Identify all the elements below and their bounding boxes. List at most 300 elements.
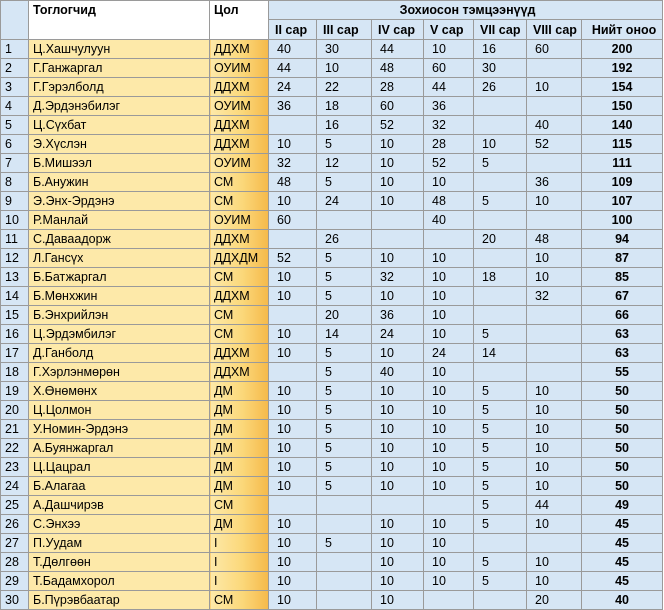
round-score: 30 [474, 59, 527, 78]
player-name: Б.Алагаа [29, 477, 210, 496]
player-name: Ц.Эрдэмбилэг [29, 325, 210, 344]
round-score [474, 591, 527, 610]
header-competitions: Зохиосон тэмцээнүүд [269, 1, 663, 20]
round-score: 5 [474, 572, 527, 591]
row-number: 20 [1, 401, 29, 420]
round-score: 10 [527, 268, 582, 287]
table-row [1, 325, 663, 344]
round-score: 44 [527, 496, 582, 515]
total-score: 45 [582, 553, 663, 572]
player-name: Э.Энх-Эрдэнэ [29, 192, 210, 211]
round-score: 10 [527, 477, 582, 496]
round-score: 52 [372, 116, 424, 135]
round-score: 14 [474, 344, 527, 363]
player-name: Б.Мишээл [29, 154, 210, 173]
table-row [1, 287, 663, 306]
row-number: 11 [1, 230, 29, 249]
round-score: 60 [527, 40, 582, 59]
round-score: 5 [474, 496, 527, 515]
player-rank: СМ [210, 306, 269, 325]
total-score: 45 [582, 534, 663, 553]
row-number: 3 [1, 78, 29, 97]
player-name: Г.Хэрлэнмөрөн [29, 363, 210, 382]
round-score [474, 287, 527, 306]
table-row [1, 591, 663, 610]
round-score: 40 [269, 40, 317, 59]
round-score: 48 [424, 192, 474, 211]
player-name: Ц.Сүхбат [29, 116, 210, 135]
round-score [317, 591, 372, 610]
round-score [527, 97, 582, 116]
table-row [1, 78, 663, 97]
round-score: 5 [474, 325, 527, 344]
round-score: 60 [424, 59, 474, 78]
player-name: А.Буянжаргал [29, 439, 210, 458]
row-number: 9 [1, 192, 29, 211]
round-score: 10 [527, 553, 582, 572]
round-score [474, 534, 527, 553]
header-round: V сар [424, 20, 474, 40]
player-name: А.Дашчирэв [29, 496, 210, 515]
total-score: 115 [582, 135, 663, 154]
round-score: 28 [424, 135, 474, 154]
round-score: 14 [317, 325, 372, 344]
player-rank: СМ [210, 268, 269, 287]
player-name: Д.Эрдэнэбилэг [29, 97, 210, 116]
table-row [1, 97, 663, 116]
row-number: 24 [1, 477, 29, 496]
total-score: 50 [582, 439, 663, 458]
total-score: 45 [582, 572, 663, 591]
total-score: 154 [582, 78, 663, 97]
total-score: 107 [582, 192, 663, 211]
total-score: 45 [582, 515, 663, 534]
round-score: 5 [317, 135, 372, 154]
round-score [474, 173, 527, 192]
table-row [1, 496, 663, 515]
row-number: 23 [1, 458, 29, 477]
round-score: 5 [317, 439, 372, 458]
round-score: 60 [372, 97, 424, 116]
round-score: 36 [527, 173, 582, 192]
round-score: 10 [527, 572, 582, 591]
round-score: 32 [527, 287, 582, 306]
row-number: 28 [1, 553, 29, 572]
player-name: С.Даваадорж [29, 230, 210, 249]
round-score [269, 496, 317, 515]
round-score: 5 [474, 458, 527, 477]
round-score: 5 [317, 344, 372, 363]
total-score: 100 [582, 211, 663, 230]
round-score [269, 230, 317, 249]
row-number: 1 [1, 40, 29, 59]
table-row [1, 249, 663, 268]
round-score: 28 [372, 78, 424, 97]
round-score: 32 [424, 116, 474, 135]
table-row [1, 344, 663, 363]
player-rank: СМ [210, 173, 269, 192]
round-score: 10 [474, 135, 527, 154]
row-number: 12 [1, 249, 29, 268]
row-number: 7 [1, 154, 29, 173]
table-row [1, 382, 663, 401]
row-number: 18 [1, 363, 29, 382]
round-score [474, 306, 527, 325]
player-rank: ОУИМ [210, 59, 269, 78]
round-score: 5 [317, 173, 372, 192]
player-rank: ДДХМ [210, 344, 269, 363]
round-score: 10 [372, 249, 424, 268]
total-score: 50 [582, 401, 663, 420]
player-rank: ОУИМ [210, 97, 269, 116]
player-rank: ДДХМ [210, 135, 269, 154]
player-rank: ДМ [210, 477, 269, 496]
round-score: 10 [424, 534, 474, 553]
round-score: 10 [372, 135, 424, 154]
total-score: 63 [582, 344, 663, 363]
round-score: 10 [269, 192, 317, 211]
total-score: 50 [582, 477, 663, 496]
round-score: 10 [269, 458, 317, 477]
round-score [269, 363, 317, 382]
round-score: 5 [317, 382, 372, 401]
round-score: 10 [424, 420, 474, 439]
round-score: 24 [317, 192, 372, 211]
player-name: Б.Мөнхжин [29, 287, 210, 306]
round-score: 30 [317, 40, 372, 59]
header-number [1, 1, 29, 40]
round-score: 10 [372, 344, 424, 363]
round-score: 10 [424, 477, 474, 496]
row-number: 22 [1, 439, 29, 458]
header-round: III сар [317, 20, 372, 40]
round-score: 5 [317, 458, 372, 477]
player-name: Т.Бадамхорол [29, 572, 210, 591]
round-score: 5 [317, 534, 372, 553]
round-score: 10 [372, 382, 424, 401]
round-score: 10 [424, 40, 474, 59]
total-score: 109 [582, 173, 663, 192]
round-score: 10 [269, 572, 317, 591]
round-score [527, 325, 582, 344]
player-name: Т.Дөлгөөн [29, 553, 210, 572]
round-score: 5 [474, 192, 527, 211]
player-rank: I [210, 553, 269, 572]
total-score: 50 [582, 382, 663, 401]
player-name: Г.Гэрэлболд [29, 78, 210, 97]
table-row [1, 116, 663, 135]
round-score: 10 [269, 439, 317, 458]
round-score: 10 [269, 420, 317, 439]
table-row [1, 420, 663, 439]
round-score: 24 [269, 78, 317, 97]
round-score: 36 [372, 306, 424, 325]
total-score: 50 [582, 420, 663, 439]
round-score: 10 [527, 249, 582, 268]
round-score: 10 [424, 439, 474, 458]
player-name: Б.Пүрэвбаатар [29, 591, 210, 610]
round-score: 24 [424, 344, 474, 363]
player-rank: ОУИМ [210, 211, 269, 230]
header-row [1, 1, 663, 20]
round-score: 10 [372, 515, 424, 534]
row-number: 14 [1, 287, 29, 306]
player-rank: ДМ [210, 401, 269, 420]
round-score: 16 [474, 40, 527, 59]
round-score: 10 [527, 382, 582, 401]
round-score [474, 97, 527, 116]
round-score: 10 [424, 363, 474, 382]
player-name: П.Уудам [29, 534, 210, 553]
round-score: 5 [317, 477, 372, 496]
player-rank: ДДХМ [210, 287, 269, 306]
total-score: 67 [582, 287, 663, 306]
round-score: 20 [317, 306, 372, 325]
round-score [317, 515, 372, 534]
round-score: 5 [474, 401, 527, 420]
player-rank: I [210, 572, 269, 591]
row-number: 27 [1, 534, 29, 553]
round-score [372, 211, 424, 230]
row-number: 6 [1, 135, 29, 154]
player-rank: ОУИМ [210, 154, 269, 173]
round-score: 16 [317, 116, 372, 135]
round-score: 10 [424, 401, 474, 420]
row-number: 16 [1, 325, 29, 344]
table-row [1, 59, 663, 78]
round-score: 10 [372, 553, 424, 572]
row-number: 30 [1, 591, 29, 610]
table-row [1, 401, 663, 420]
row-number: 29 [1, 572, 29, 591]
player-rank: ДДХМ [210, 116, 269, 135]
round-score: 40 [527, 116, 582, 135]
round-score: 10 [527, 401, 582, 420]
round-score: 5 [317, 249, 372, 268]
round-score: 10 [269, 477, 317, 496]
header-player: Тоглогчид [29, 1, 210, 40]
round-score: 10 [424, 382, 474, 401]
round-score: 10 [269, 135, 317, 154]
row-number: 13 [1, 268, 29, 287]
round-score: 5 [474, 439, 527, 458]
table-row [1, 572, 663, 591]
round-score: 10 [527, 515, 582, 534]
round-score: 10 [424, 572, 474, 591]
round-score: 52 [269, 249, 317, 268]
round-score: 10 [372, 173, 424, 192]
player-name: Х.Өнөмөнх [29, 382, 210, 401]
round-score: 10 [424, 306, 474, 325]
total-score: 200 [582, 40, 663, 59]
round-score: 40 [372, 363, 424, 382]
table-row [1, 192, 663, 211]
player-name: Ц.Хашчулуун [29, 40, 210, 59]
round-score: 40 [424, 211, 474, 230]
round-score: 10 [424, 515, 474, 534]
round-score: 5 [317, 401, 372, 420]
round-score: 44 [269, 59, 317, 78]
table-row [1, 135, 663, 154]
total-score: 85 [582, 268, 663, 287]
total-score: 49 [582, 496, 663, 515]
round-score: 20 [474, 230, 527, 249]
round-score [474, 116, 527, 135]
header-round: VIII сар [527, 20, 582, 40]
table-row [1, 40, 663, 59]
round-score: 5 [474, 553, 527, 572]
row-number: 15 [1, 306, 29, 325]
round-score [527, 59, 582, 78]
table-row [1, 268, 663, 287]
round-score: 10 [269, 553, 317, 572]
round-score [269, 306, 317, 325]
round-score [424, 496, 474, 515]
round-score: 5 [474, 420, 527, 439]
header-round: II сар [269, 20, 317, 40]
round-score: 20 [527, 591, 582, 610]
round-score: 18 [474, 268, 527, 287]
round-score: 10 [424, 287, 474, 306]
player-name: Г.Ганжаргал [29, 59, 210, 78]
total-score: 55 [582, 363, 663, 382]
table-row [1, 515, 663, 534]
player-name: Ц.Цолмон [29, 401, 210, 420]
round-score: 26 [474, 78, 527, 97]
round-score: 10 [372, 591, 424, 610]
table-row [1, 306, 663, 325]
total-score: 192 [582, 59, 663, 78]
player-rank: ДДХДМ [210, 249, 269, 268]
round-score: 32 [372, 268, 424, 287]
row-number: 10 [1, 211, 29, 230]
player-rank: ДДХМ [210, 40, 269, 59]
round-score: 52 [527, 135, 582, 154]
round-score: 10 [527, 420, 582, 439]
round-score: 5 [317, 268, 372, 287]
round-score: 10 [424, 553, 474, 572]
round-score: 10 [527, 439, 582, 458]
round-score: 12 [317, 154, 372, 173]
round-score: 10 [424, 325, 474, 344]
total-score: 66 [582, 306, 663, 325]
total-score: 140 [582, 116, 663, 135]
header-round: IV сар [372, 20, 424, 40]
round-score [527, 306, 582, 325]
round-score: 10 [269, 515, 317, 534]
round-score: 10 [269, 534, 317, 553]
round-score: 10 [527, 458, 582, 477]
round-score: 10 [372, 477, 424, 496]
round-score [317, 496, 372, 515]
round-score: 10 [269, 344, 317, 363]
total-score: 111 [582, 154, 663, 173]
row-number: 25 [1, 496, 29, 515]
round-score: 36 [269, 97, 317, 116]
round-score [474, 363, 527, 382]
round-score: 10 [372, 439, 424, 458]
round-score [269, 116, 317, 135]
round-score: 10 [269, 287, 317, 306]
round-score: 44 [424, 78, 474, 97]
round-score: 10 [424, 268, 474, 287]
round-score [372, 230, 424, 249]
player-name: Д.Ганболд [29, 344, 210, 363]
row-number: 2 [1, 59, 29, 78]
table-body [1, 40, 663, 610]
total-score: 50 [582, 458, 663, 477]
player-name: У.Номин-Эрдэнэ [29, 420, 210, 439]
player-rank: СМ [210, 325, 269, 344]
total-score: 40 [582, 591, 663, 610]
table-row [1, 458, 663, 477]
player-name: С.Энхээ [29, 515, 210, 534]
round-score: 10 [424, 173, 474, 192]
row-number: 19 [1, 382, 29, 401]
round-score: 60 [269, 211, 317, 230]
total-score: 87 [582, 249, 663, 268]
round-score: 10 [372, 420, 424, 439]
round-score: 5 [317, 363, 372, 382]
row-number: 17 [1, 344, 29, 363]
round-score: 10 [527, 78, 582, 97]
player-rank: ДМ [210, 420, 269, 439]
player-name: Ц.Цацрал [29, 458, 210, 477]
round-score: 5 [317, 287, 372, 306]
round-score: 10 [317, 59, 372, 78]
round-score: 10 [424, 249, 474, 268]
total-score: 94 [582, 230, 663, 249]
round-score: 10 [372, 572, 424, 591]
round-score [527, 211, 582, 230]
player-rank: ДДХМ [210, 78, 269, 97]
round-score [424, 230, 474, 249]
round-score: 5 [474, 477, 527, 496]
round-score: 52 [424, 154, 474, 173]
round-score: 10 [372, 287, 424, 306]
round-score: 10 [269, 325, 317, 344]
round-score: 26 [317, 230, 372, 249]
player-rank: ДМ [210, 458, 269, 477]
total-score: 150 [582, 97, 663, 116]
round-score: 5 [474, 382, 527, 401]
round-score: 5 [317, 420, 372, 439]
player-rank: ДМ [210, 439, 269, 458]
round-score [527, 154, 582, 173]
round-score: 22 [317, 78, 372, 97]
round-score: 32 [269, 154, 317, 173]
round-score: 44 [372, 40, 424, 59]
player-name: Л.Гансүх [29, 249, 210, 268]
round-score: 10 [269, 382, 317, 401]
round-score: 10 [372, 401, 424, 420]
round-score [527, 534, 582, 553]
round-score [317, 553, 372, 572]
round-score: 24 [372, 325, 424, 344]
table-row [1, 211, 663, 230]
row-number: 26 [1, 515, 29, 534]
table-row [1, 553, 663, 572]
round-score: 10 [372, 192, 424, 211]
round-score [474, 249, 527, 268]
header-rank: Цол [210, 1, 269, 40]
table-row [1, 477, 663, 496]
round-score: 5 [474, 515, 527, 534]
round-score [317, 211, 372, 230]
table-row [1, 534, 663, 553]
round-score: 10 [269, 401, 317, 420]
header-round: VII сар [474, 20, 527, 40]
